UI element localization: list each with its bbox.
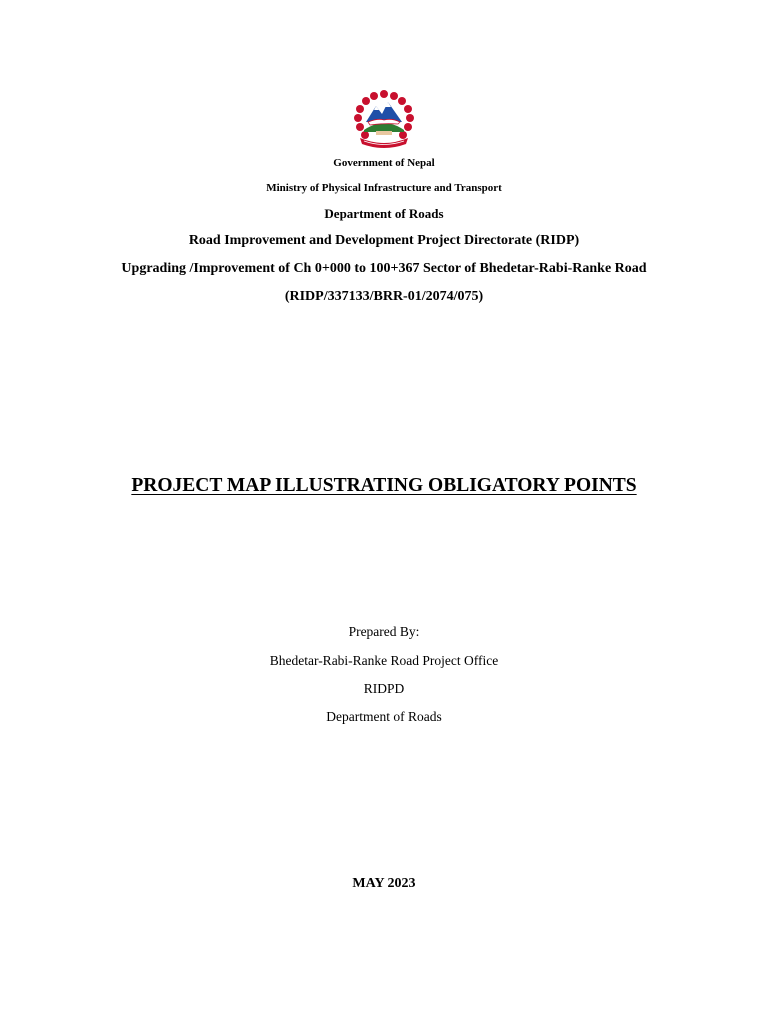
directorate-label: Road Improvement and Development Project Directorate (RIDP) bbox=[188, 233, 580, 248]
project-label: Upgrading /Improvement of Ch 0+000 to 100+367 Sector of Bhedetar-Rabi-Ranke Road bbox=[121, 261, 647, 276]
prepared-unit: RIDPD bbox=[363, 681, 405, 696]
reference-label: (RIDP/337133/BRR-01/2074/075) bbox=[284, 289, 484, 304]
ministry-label: Ministry of Physical Infrastructure and Transport bbox=[266, 182, 502, 194]
department-label: Department of Roads bbox=[324, 206, 444, 221]
government-label: Government of Nepal bbox=[333, 157, 435, 169]
date-label: MAY 2023 bbox=[352, 876, 416, 891]
prepared-office: Bhedetar-Rabi-Ranke Road Project Office bbox=[269, 653, 499, 668]
nepal-emblem-icon bbox=[350, 88, 418, 150]
page-title: PROJECT MAP ILLUSTRATING OBLIGATORY POINTS bbox=[131, 475, 637, 496]
prepared-department: Department of Roads bbox=[326, 709, 442, 724]
prepared-by-label: Prepared By: bbox=[348, 624, 420, 639]
